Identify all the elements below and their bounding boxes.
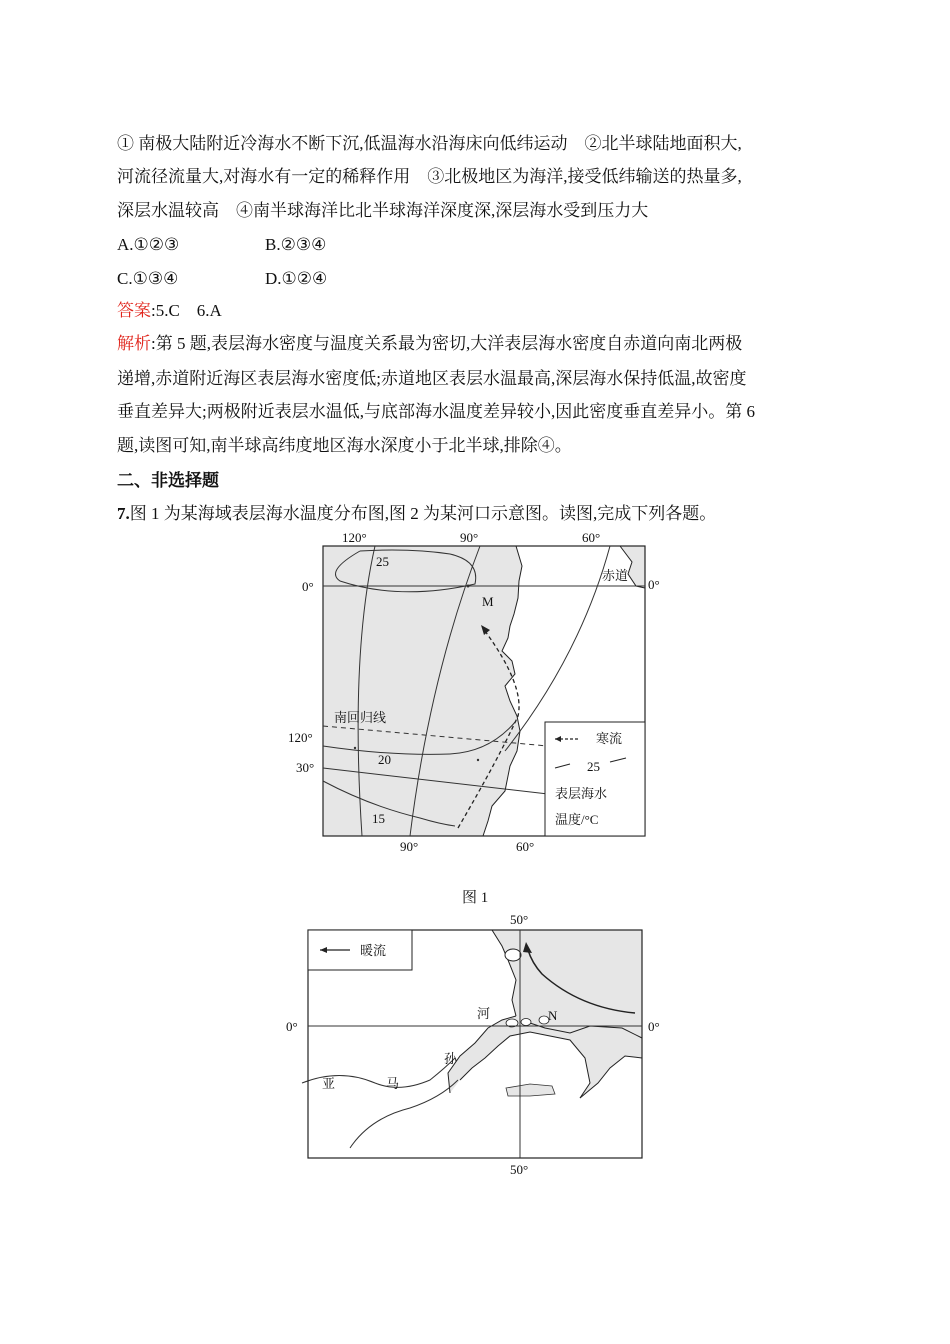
fig1-left-lat-30: 30°: [296, 760, 315, 775]
fig2-right-lat: 0°: [648, 1019, 660, 1034]
choice-c: C.①③④: [117, 269, 179, 288]
fig1-top-lon-90: 90°: [460, 530, 479, 545]
fig2-river-char-ma: 马: [386, 1076, 400, 1091]
option-statement-1: ① 南极大陆附近冷海水不断下沉,低温海水沿海床向低纬运动 ②北半球陆地面积大,: [117, 134, 742, 153]
answer-value: :5.C 6.A: [151, 301, 222, 320]
choice-b: B.②③④: [265, 235, 327, 254]
fig1-isotherm-15: 15: [372, 811, 385, 826]
analysis-text-1: :第 5 题,表层海水密度与温度关系最为密切,大洋表层海水密度自赤道向南北两极: [151, 334, 743, 353]
fig2-left-lat: 0°: [286, 1019, 298, 1034]
legend-cold-current: 寒流: [596, 731, 623, 746]
fig2-legend-warm: 暖流: [360, 943, 387, 958]
fig1-top-lon-120: 120°: [342, 530, 367, 545]
fig1-equator-label: 赤道: [602, 568, 629, 583]
section-title: 二、非选择题: [117, 471, 219, 490]
fig1-point-m: M: [482, 594, 494, 609]
question-7: [117, 503, 716, 525]
legend-isotherm-value: 25: [587, 759, 600, 774]
analysis-line-4: 题,读图可知,南半球高纬度地区海水深度小于北半球,排除④。: [117, 436, 572, 455]
analysis-line-1: [117, 333, 742, 355]
analysis-line-3: 垂直差异大;两极附近表层水温低,与底部海水温度差异较小,因此密度垂直差异小。第 6: [117, 402, 755, 421]
fig2-river-char-sun: 孙: [444, 1051, 458, 1066]
analysis-label: 解析: [117, 334, 151, 353]
fig1-top-lon-60: 60°: [582, 530, 601, 545]
answer-line: [117, 300, 222, 322]
fig1-isotherm-25: 25: [376, 554, 389, 569]
fig2-top-lon: 50°: [510, 912, 529, 927]
fig2-river-char-he: 河: [477, 1006, 491, 1021]
figure-2-map: [280, 908, 670, 1183]
choice-d: D.①②④: [265, 269, 328, 288]
question-7-text: 图 1 为某海域表层海水温度分布图,图 2 为某河口示意图。读图,完成下列各题。: [129, 504, 717, 523]
fig2-bottom-lon: 50°: [510, 1162, 529, 1177]
fig1-bottom-lon-60: 60°: [516, 839, 535, 854]
choice-a: A.①②③: [117, 235, 180, 254]
fig1-tropic-label: 南回归线: [334, 710, 387, 725]
fig1-left-lat-120: 120°: [288, 730, 313, 745]
figure-1-map: [280, 526, 670, 861]
option-statement-3: 深层水温较高 ④南半球海洋比北半球海洋深度深,深层海水受到压力大: [117, 201, 649, 220]
fig1-left-lat-0: 0°: [302, 579, 314, 594]
legend-title-1: 表层海水: [555, 786, 608, 801]
fig1-bottom-lon-90: 90°: [400, 839, 419, 854]
question-7-number: 7.: [117, 504, 130, 523]
fig1-isotherm-20: 20: [378, 752, 391, 767]
answer-label: 答案: [117, 301, 151, 320]
legend-title-2: 温度/°C: [555, 812, 599, 827]
fig2-point-n: N: [548, 1008, 558, 1023]
fig2-river-char-ya: 亚: [322, 1076, 336, 1091]
fig1-right-lat-0: 0°: [648, 577, 660, 592]
analysis-line-2: 递增,赤道附近海区表层海水密度低;赤道地区表层水温最高,深层海水保持低温,故密度: [117, 369, 747, 388]
figure-1-caption: 图 1: [462, 890, 489, 906]
option-statement-2: 河流径流量大,对海水有一定的稀释作用 ③北极地区为海洋,接受低纬输送的热量多,: [117, 167, 742, 186]
